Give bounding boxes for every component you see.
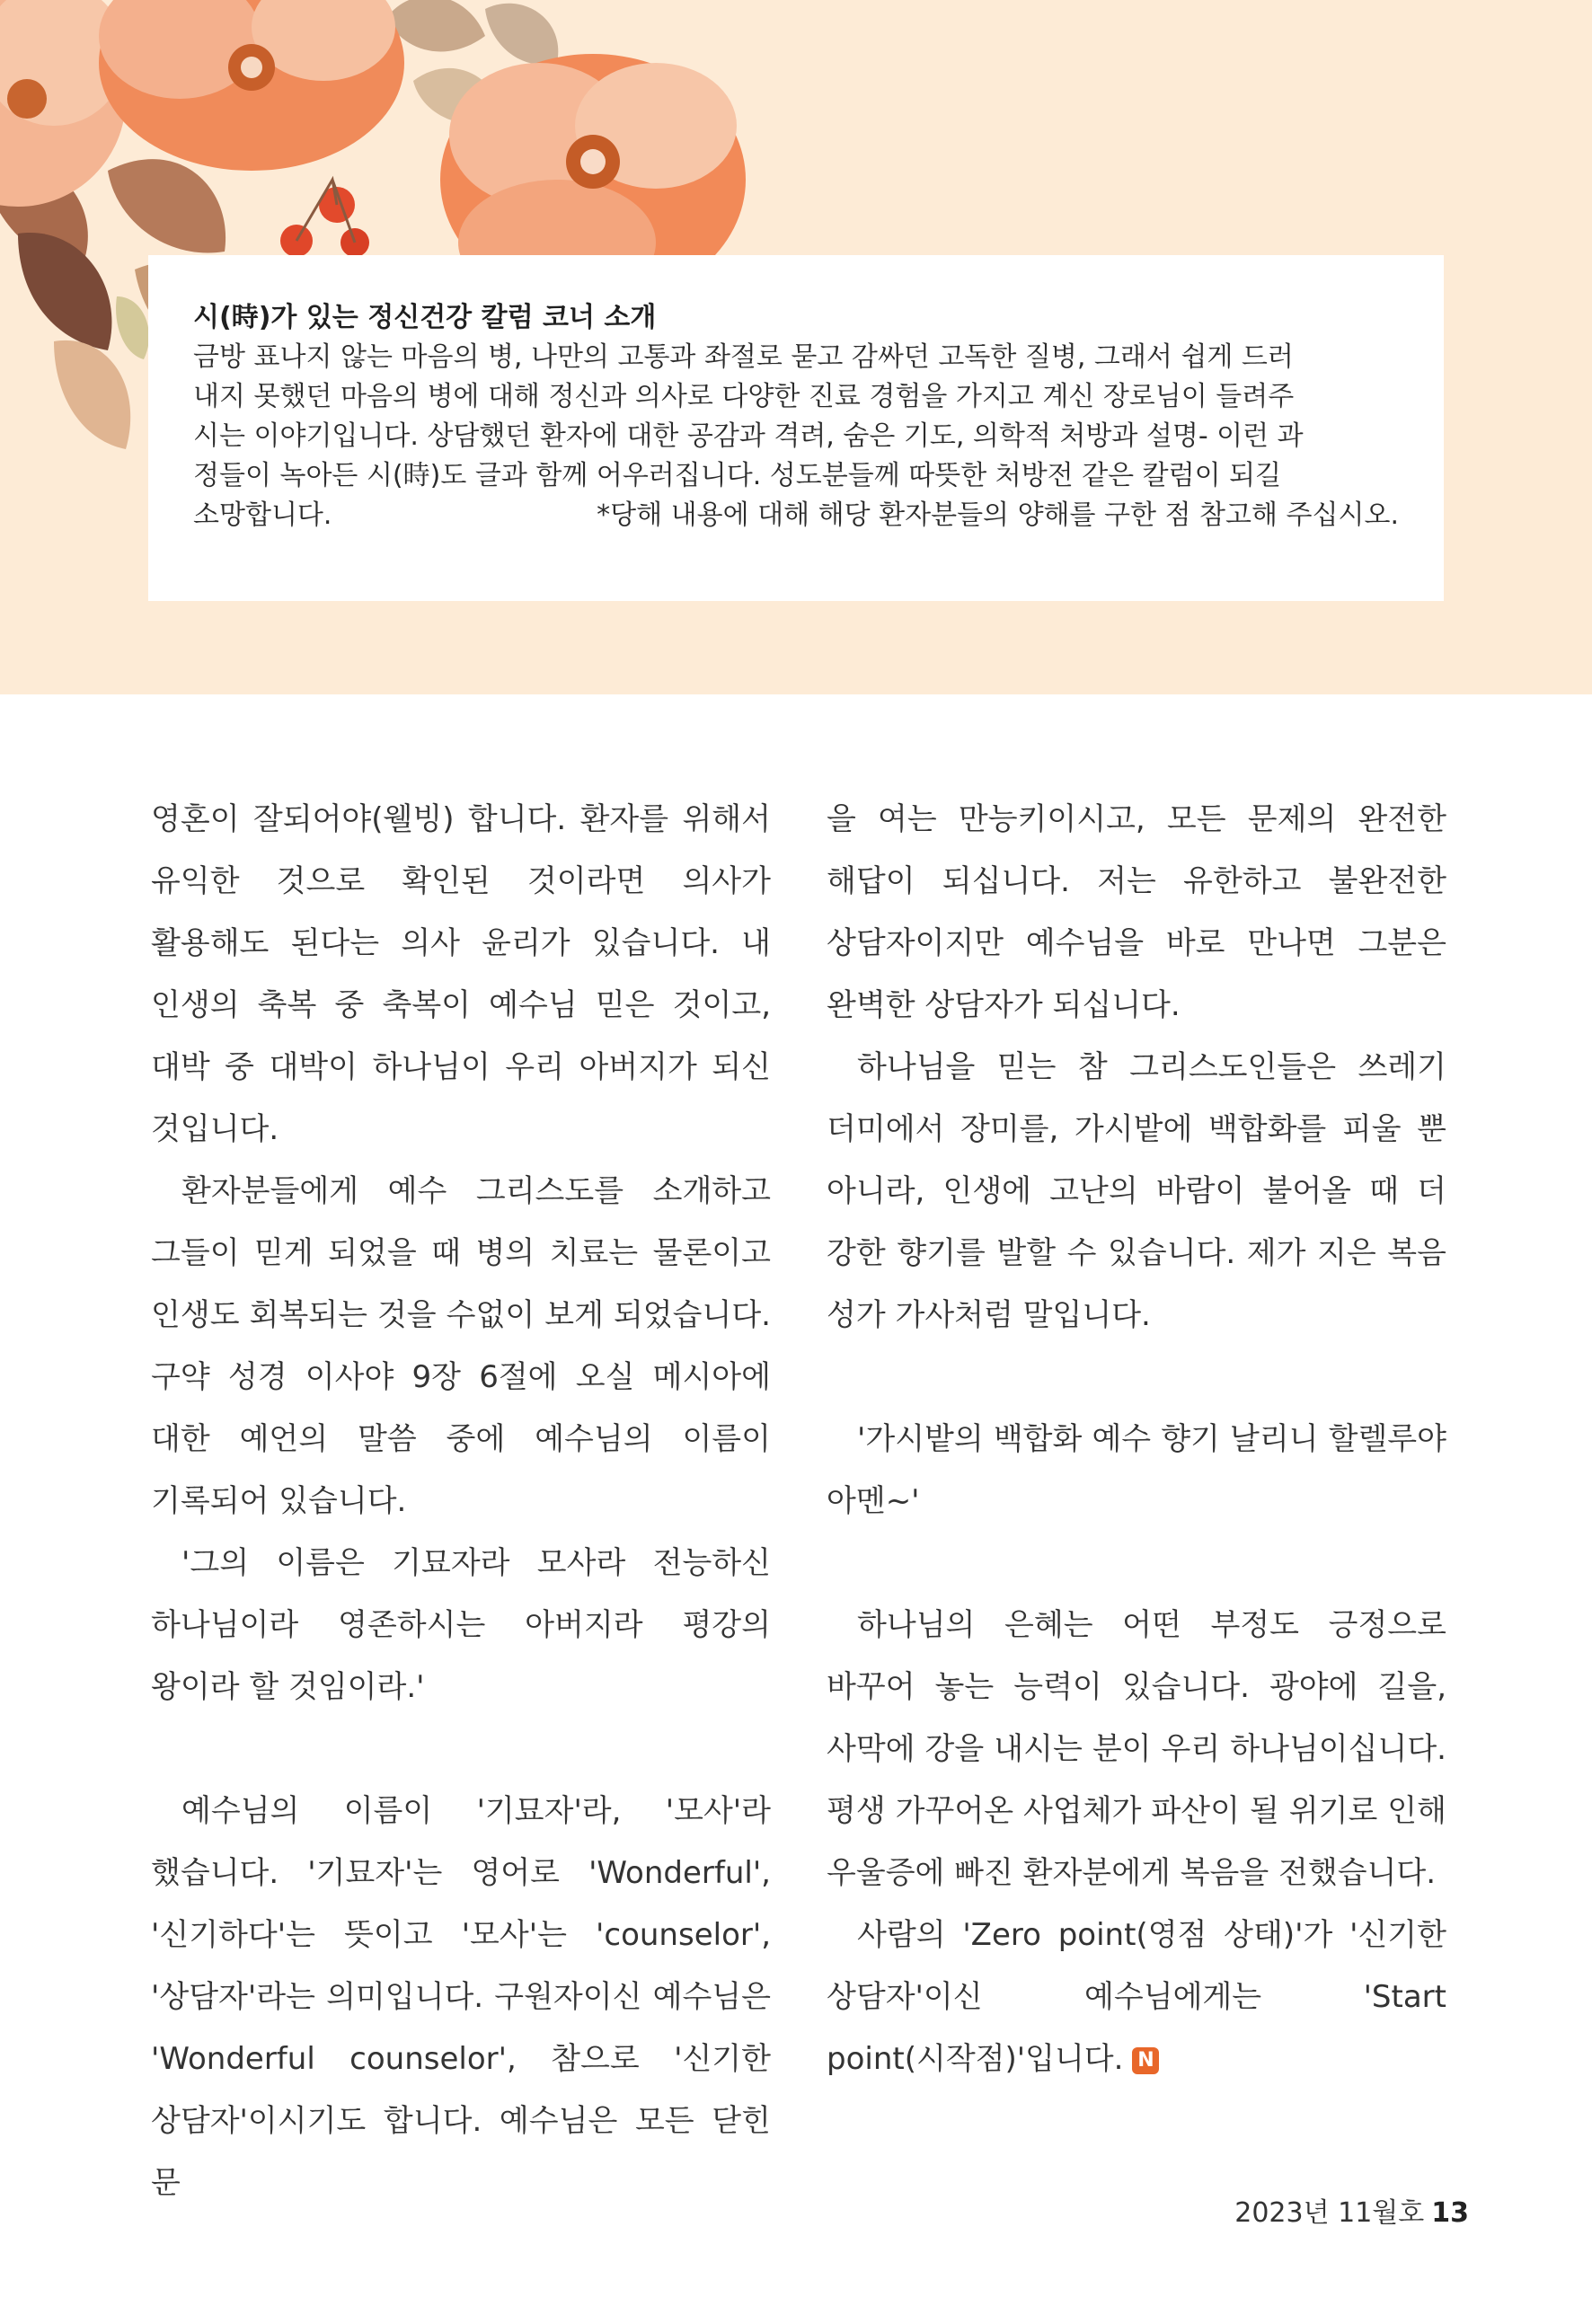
end-mark-icon: N xyxy=(1132,2047,1159,2074)
article-columns xyxy=(151,789,1446,2201)
paragraph: 하나님을 믿는 참 그리스도인들은 쓰레기 더미에서 장미를, 가시밭에 백합화를 피울 뿐 아니라, 인생에 고난의 바람이 불어올 때 더 강한 향기를 발할 수 있습니다. 제가 지은 복음 성가 가사처럼 말입니다. xyxy=(827,1049,1446,1333)
song-lyric-quote: '가시밭의 백합화 예수 향기 날리니 할렐루야 아멘~' xyxy=(827,1421,1446,1519)
intro-line: 내지 못했던 마음의 병에 대해 정신과 의사로 다양한 진료 경험을 가지고 계신 장로님이 들려주 xyxy=(193,381,1295,412)
intro-title: 시(時)가 있는 정신건강 칼럼 코너 소개 xyxy=(193,302,657,333)
header-band xyxy=(0,0,1592,694)
final-paragraph xyxy=(827,1904,1446,2090)
intro-line: 금방 표나지 않는 마음의 병, 나만의 고통과 좌절로 묻고 감싸던 고독한 질병, 그래서 쉽게 드러 xyxy=(193,341,1294,373)
paragraph: 을 여는 만능키이시고, 모든 문제의 완전한 해답이 되십니다. 저는 유한하고 불완전한 상담자이지만 예수님을 바로 만나면 그분은 완벽한 상담자가 되십니다. xyxy=(827,801,1446,1023)
paragraph: 환자분들에게 예수 그리스도를 소개하고 그들이 믿게 되었을 때 병의 치료는 물론이고 인생도 회복되는 것을 수없이 보게 되었습니다. 구약 성경 이사야 9장 6절에 오실 메시아에 대한 예언의 말씀 중에 예수님의 이름이 기록되어 있습니다. xyxy=(151,1173,771,1519)
intro-last-text: 소망합니다. xyxy=(193,499,332,531)
issue-label: 2023년 11월호 xyxy=(1234,2197,1425,2229)
intro-box xyxy=(148,255,1444,601)
paragraph: 영혼이 잘되어야(웰빙) 합니다. 환자를 위해서 유익한 것으로 확인된 것이라면 의사가 활용해도 된다는 의사 윤리가 있습니다. 내 인생의 축복 중 축복이 예수님 믿은 것이고, 대박 중 대박이 하나님이 우리 아버지가 되신 것입니다. xyxy=(151,801,771,1147)
scripture-quote: '그의 이름은 기묘자라 모사라 전능하신 하나님이라 영존하시는 아버지라 평강의 왕이라 할 것임이라.' xyxy=(151,1545,771,1705)
intro-last-line xyxy=(193,496,1399,535)
intro-line: 정들이 녹아든 시(時)도 글과 함께 어우러집니다. 성도분들께 따뜻한 처방전 같은 칼럼이 되길 xyxy=(193,460,1282,491)
intro-note: *당해 내용에 대해 해당 환자분들의 양해를 구한 점 참고해 주십시오. xyxy=(597,499,1399,531)
intro-body xyxy=(193,338,1399,535)
page-number: 13 xyxy=(1431,2197,1469,2229)
paragraph: 예수님의 이름이 '기묘자'라, '모사'라 했습니다. '기묘자'는 영어로 'Wonderful', '신기하다'는 뜻이고 '모사'는 'counselor', '상담자'라는 의미입니다. 구원자이신 예수님은 'Wonderful counselor', 참으로 '신기한 상담자'이시기도 합니다. 예수님은 모든 닫힌 문 xyxy=(151,1793,771,2201)
flower-top xyxy=(99,0,404,171)
berries xyxy=(280,180,369,257)
page-footer xyxy=(1234,2190,1469,2230)
right-column xyxy=(827,789,1446,2090)
final-paragraph-text: 사람의 'Zero point(영점 상태)'가 '신기한 상담자'이신 예수님에게는 'Start point(시작점)'입니다. xyxy=(827,1917,1446,2077)
paragraph: 하나님의 은혜는 어떤 부정도 긍정으로 바꾸어 놓는 능력이 있습니다. 광야에 길을, 사막에 강을 내시는 분이 우리 하나님이십니다. 평생 가꾸어온 사업체가 파산이 될 위기로 인해 우울증에 빠진 환자분에게 복음을 전했습니다. xyxy=(827,1607,1446,1891)
left-column xyxy=(151,789,771,2214)
intro-line: 시는 이야기입니다. 상담했던 환자에 대한 공감과 격려, 숨은 기도, 의학적 처방과 설명- 이런 과 xyxy=(193,420,1304,452)
